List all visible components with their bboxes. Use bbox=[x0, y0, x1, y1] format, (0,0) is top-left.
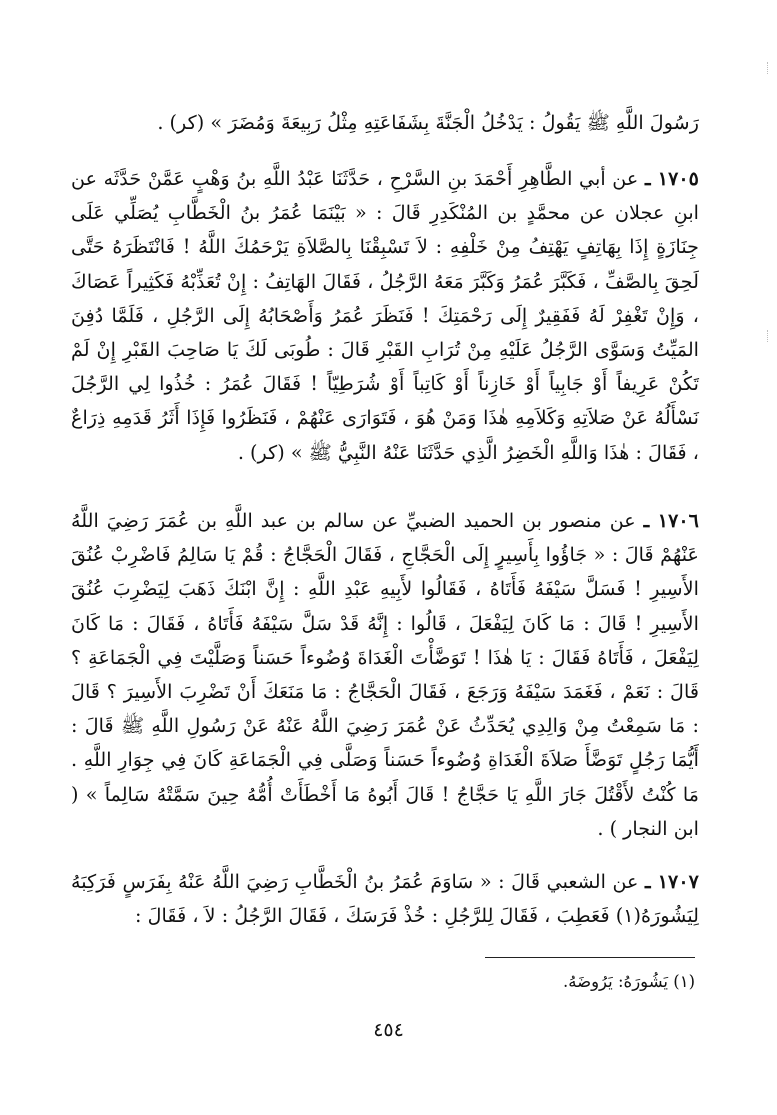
hadith-1705 bbox=[71, 162, 699, 470]
margin-mark bbox=[767, 62, 770, 74]
paragraph-continuation bbox=[71, 106, 699, 140]
footnote-divider bbox=[485, 957, 695, 958]
hadith-number: ١٧٠٥ ـ bbox=[644, 167, 699, 190]
paragraph-text: رَسُولَ اللَّهِ ﷺ يَقُولُ : يَدْخُلُ الْجَنَّةَ بِشَفَاعَتِهِ مِثْلُ رَبِيعَةَ وَمُضَرَ » (كر) . bbox=[157, 111, 699, 134]
hadith-1706 bbox=[71, 504, 699, 846]
paragraph-text: عن أبي الطَّاهِرِ أَحْمَدَ بنِ السَّرْحِ ، حَدَّثَنَا عَبْدُ اللَّهِ بنُ وَهْبٍ عَمَّنْ حَدَّثَه عن ابنِ عجلان عن محمَّدٍ بن المُنْكَدِرِ قَالَ : « بَيْنَمَا عُمَرُ بنُ الْخَطَّابِ يُصَلِّي عَلَى جِنَازَةٍ إِذَا بِهَاتِفٍ يَهْتِفُ مِنْ خَلْفِهِ : لاَ تَسْبِقْنَا بِالصَّلاَةِ يَرْحَمُكَ اللَّهُ ! فَانْتَظَرَهُ حَتَّى لَحِقَ بِالصَّفِّ ، فَكَبَّرَ عُمَرُ وَكَبَّرَ مَعَهُ الرَّجُلُ ، فَقَالَ الهَاتِفُ : إِنْ تُعَذِّبْهُ فَكَثِيراً عَصَاكَ ، وَإِنْ تَغْفِرْ لَهُ فَفَقِيرٌ إِلَى رَحْمَتِكَ ! فَنَظَرَ عُمَرُ وَأَصْحَابُهُ إِلَى الرَّجُلِ ، فَلَمَّا دُفِنَ المَيِّتُ وَسَوَّى الرَّجُلُ عَلَيْهِ مِنْ تُرَابِ القَبْرِ قَالَ : طُوبَى لَكَ يَا صَاحِبَ القَبْرِ إِنْ لَمْ تَكُنْ عَرِيفاً أَوْ جَابِياً أَوْ خَازِناً أَوْ كَاتِباً أَوْ شُرَطِيّاً ! فَقَالَ عُمَرُ : خُذُوا لِي الرَّجُلَ نَسْأَلُهُ عَنْ صَلاَتِهِ وَكَلاَمِهِ هٰذَا وَمَنْ هُوَ ، فَتَوَارَى عَنْهُمْ ، فَنَظَرُوا فَإِذَا أَثَرُ قَدَمِهِ ذِرَاعٌ ، فَقَالَ : هٰذَا وَاللَّهِ الْخَضِرُ الَّذِي حَدَّثَنَا عَنْهُ النَّبِيُّ ﷺ » (كر) . bbox=[71, 167, 699, 464]
footnote: (١) يَشُورَهُ: يَرُوضَهُ. bbox=[562, 972, 695, 991]
margin-mark bbox=[767, 330, 770, 342]
page-number: ٤٥٤ bbox=[373, 1019, 404, 1041]
hadith-1707 bbox=[71, 865, 699, 933]
paragraph-text: عن الشعبي قَالَ : « سَاوَمَ عُمَرُ بنُ الْخَطَّابِ رَضِيَ اللَّهُ عَنْهُ بِفَرَسٍ فَرَكِبَهُ لِيَشُورَهُ(١) فَعَطِبَ ، فَقَالَ لِلرَّجُلِ : خُذْ فَرَسَكَ ، فَقَالَ الرَّجُلُ : لاَ ، فَقَالَ : bbox=[71, 870, 699, 928]
hadith-number: ١٧٠٦ ـ bbox=[643, 509, 699, 532]
hadith-number: ١٧٠٧ ـ bbox=[645, 870, 699, 893]
paragraph-text: عن منصور بن الحميد الضبيِّ عن سالم بن عبد اللَّهِ بن عُمَرَ رَضِيَ اللَّهُ عَنْهُمْ قَالَ : « جَاؤُوا بِأَسِيرٍ إِلَى الْحَجَّاجِ ، فَقَالَ الْحَجَّاجُ : قُمْ يَا سَالِمُ فَاضْرِبْ عُنُقَ الأَسِيرِ ! فَسَلَّ سَيْفَهُ فَأَتَاهُ ، فَقَالُوا لأَبِيهِ عَبْدِ اللَّهِ : إِنَّ ابْنَكَ ذَهَبَ لِيَضْرِبَ عُنُقَ الأَسِيرِ ! قَالَ : مَا كَانَ لِيَفْعَلَ ، قَالُوا : إِنَّهُ قَدْ سَلَّ سَيْفَهُ فَأَتَاهُ ، فَقَالَ : مَا كَانَ لِيَفْعَلَ ، فَأَتَاهُ فَقَالَ : يَا هٰذَا ! تَوَضَّأْتَ الْغَدَاةَ وُضُوءاً حَسَناً وَصَلَّيْتَ فِي الْجَمَاعَةِ ؟ قَالَ : نَعَمْ ، فَغَمَدَ سَيْفَهُ وَرَجَعَ ، فَقَالَ الْحَجَّاجُ : مَا مَنَعَكَ أَنْ تَضْرِبَ الأَسِيرَ ؟ قَالَ : مَا سَمِعْتُ مِنْ وَالِدِي يُحَدِّثُ عَنْ عُمَرَ رَضِيَ اللَّهُ عَنْهُ عَنْ رَسُولِ اللَّهِ ﷺ قَالَ : أَيُّمَا رَجُلٍ تَوَضَّأَ صَلاَةَ الْغَدَاةِ وُضُوءاً حَسَناً وَصَلَّى فِي الْجَمَاعَةِ كَانَ فِي جِوَارِ اللَّهِ . مَا كُنْتُ لأَقْتُلَ جَارَ اللَّهِ يَا حَجَّاجُ ! قَالَ أَبُوهُ مَا أَخْطَأَتْ أُمُّهُ حِينَ سَمَّتْهُ سَالِماً » ( ابن النجار ) . bbox=[71, 509, 699, 840]
